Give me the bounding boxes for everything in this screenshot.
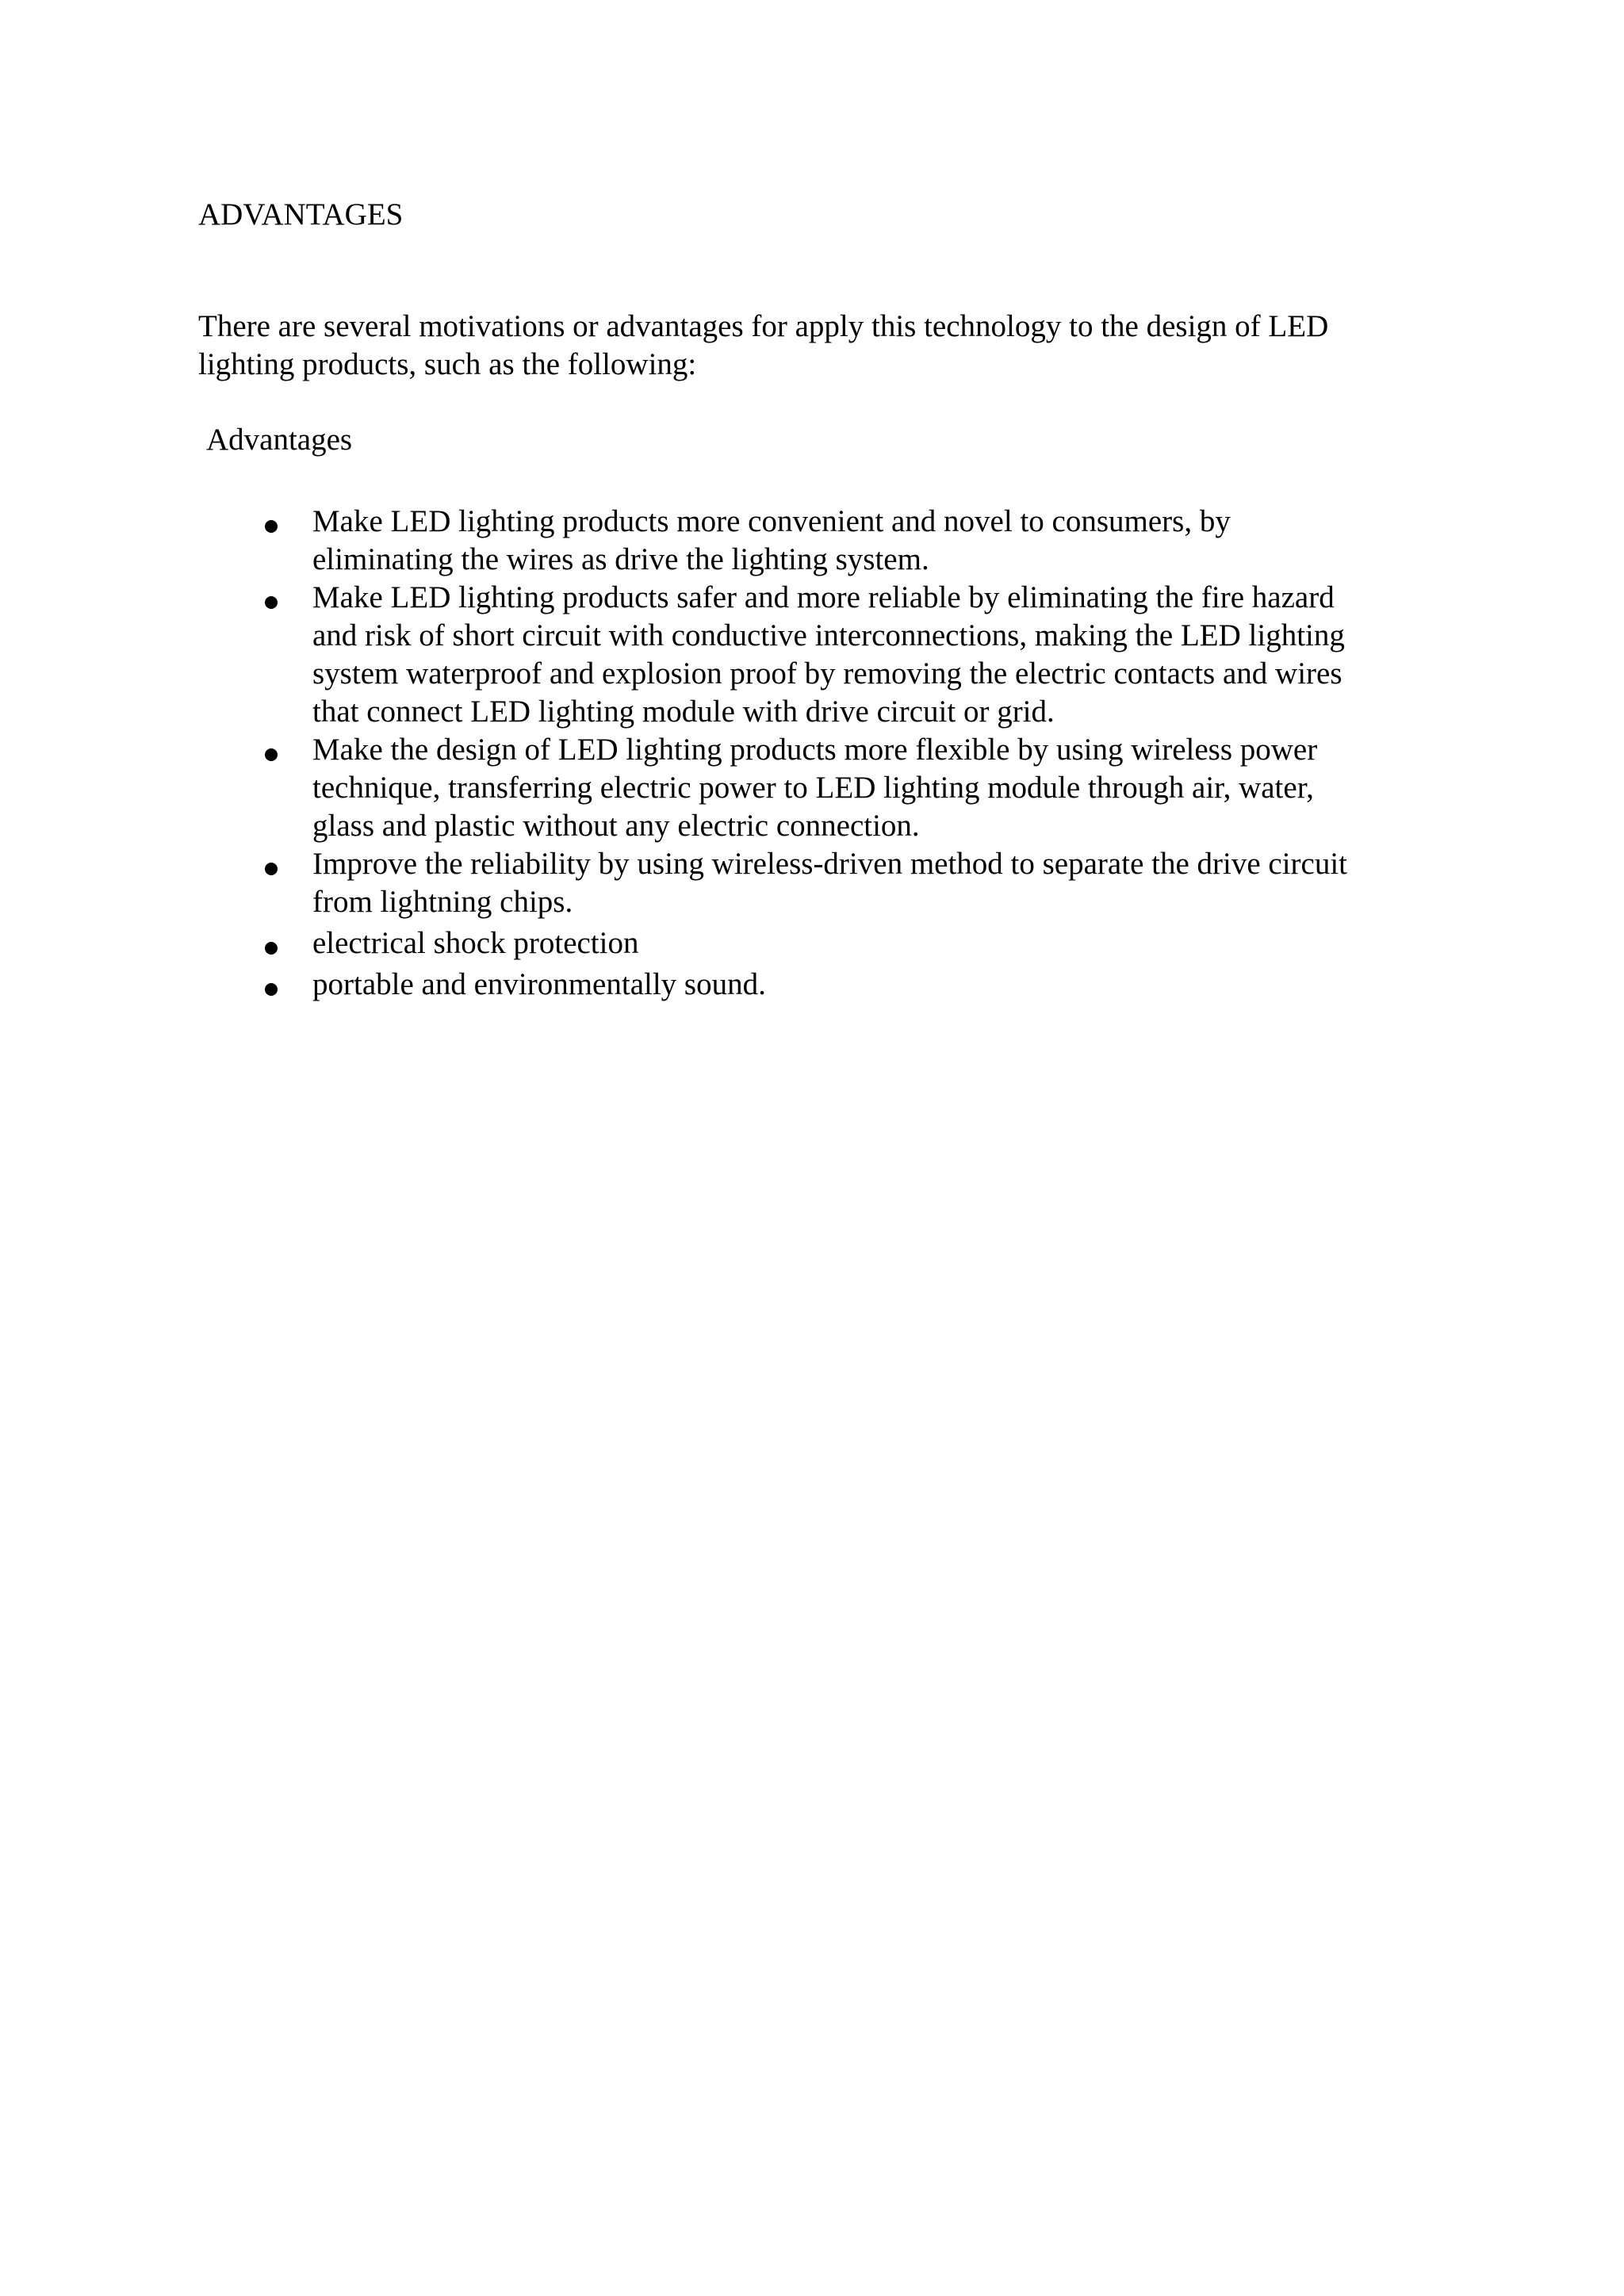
list-item-line: Improve the reliability by using wireless-driven method to separate the drive circuit <box>312 847 1348 881</box>
intro-paragraph <box>198 308 1435 384</box>
bullet-icon <box>265 520 278 533</box>
list-item-text <box>312 579 1431 731</box>
list-item-line: glass and plastic without any electric connection. <box>312 809 920 843</box>
advantages-subheading: Advantages <box>206 423 353 457</box>
list-item-line: Make LED lighting products safer and more reliable by eliminating the fire hazard <box>312 580 1335 614</box>
list-item-line: Make LED lighting products more convenient and novel to consumers, by <box>312 504 1231 538</box>
list-item-line: technique, transferring electric power to LED lighting module through air, water, <box>312 771 1314 805</box>
intro-line: There are several motivations or advantages for apply this technology to the design of LED <box>198 309 1329 343</box>
list-item-line: portable and environmentally sound. <box>312 967 766 1001</box>
list-item-text <box>312 503 1431 579</box>
list-item-line: system waterproof and explosion proof by removing the electric contacts and wires <box>312 656 1342 691</box>
bullet-icon <box>265 748 278 761</box>
list-item-text <box>312 845 1431 921</box>
list-item-line: Make the design of LED lighting products more flexible by using wireless power <box>312 733 1318 767</box>
bullet-icon <box>265 942 278 955</box>
intro-line: lighting products, such as the following: <box>198 347 697 381</box>
bullet-icon <box>265 863 278 875</box>
list-item-text <box>312 924 1431 962</box>
list-item-text <box>312 731 1431 845</box>
bullet-icon <box>265 596 278 609</box>
list-item-line: that connect LED lighting module with drive circuit or grid. <box>312 695 1055 729</box>
list-item-text <box>312 966 1431 1004</box>
list-item-line: eliminating the wires as drive the lighting system. <box>312 542 929 576</box>
list-item-line: electrical shock protection <box>312 926 639 960</box>
bullet-icon <box>265 983 278 996</box>
list-item-line: from lightning chips. <box>312 885 573 919</box>
list-item-line: and risk of short circuit with conductive interconnections, making the LED lighting <box>312 618 1345 652</box>
page-heading: ADVANTAGES <box>198 197 404 232</box>
